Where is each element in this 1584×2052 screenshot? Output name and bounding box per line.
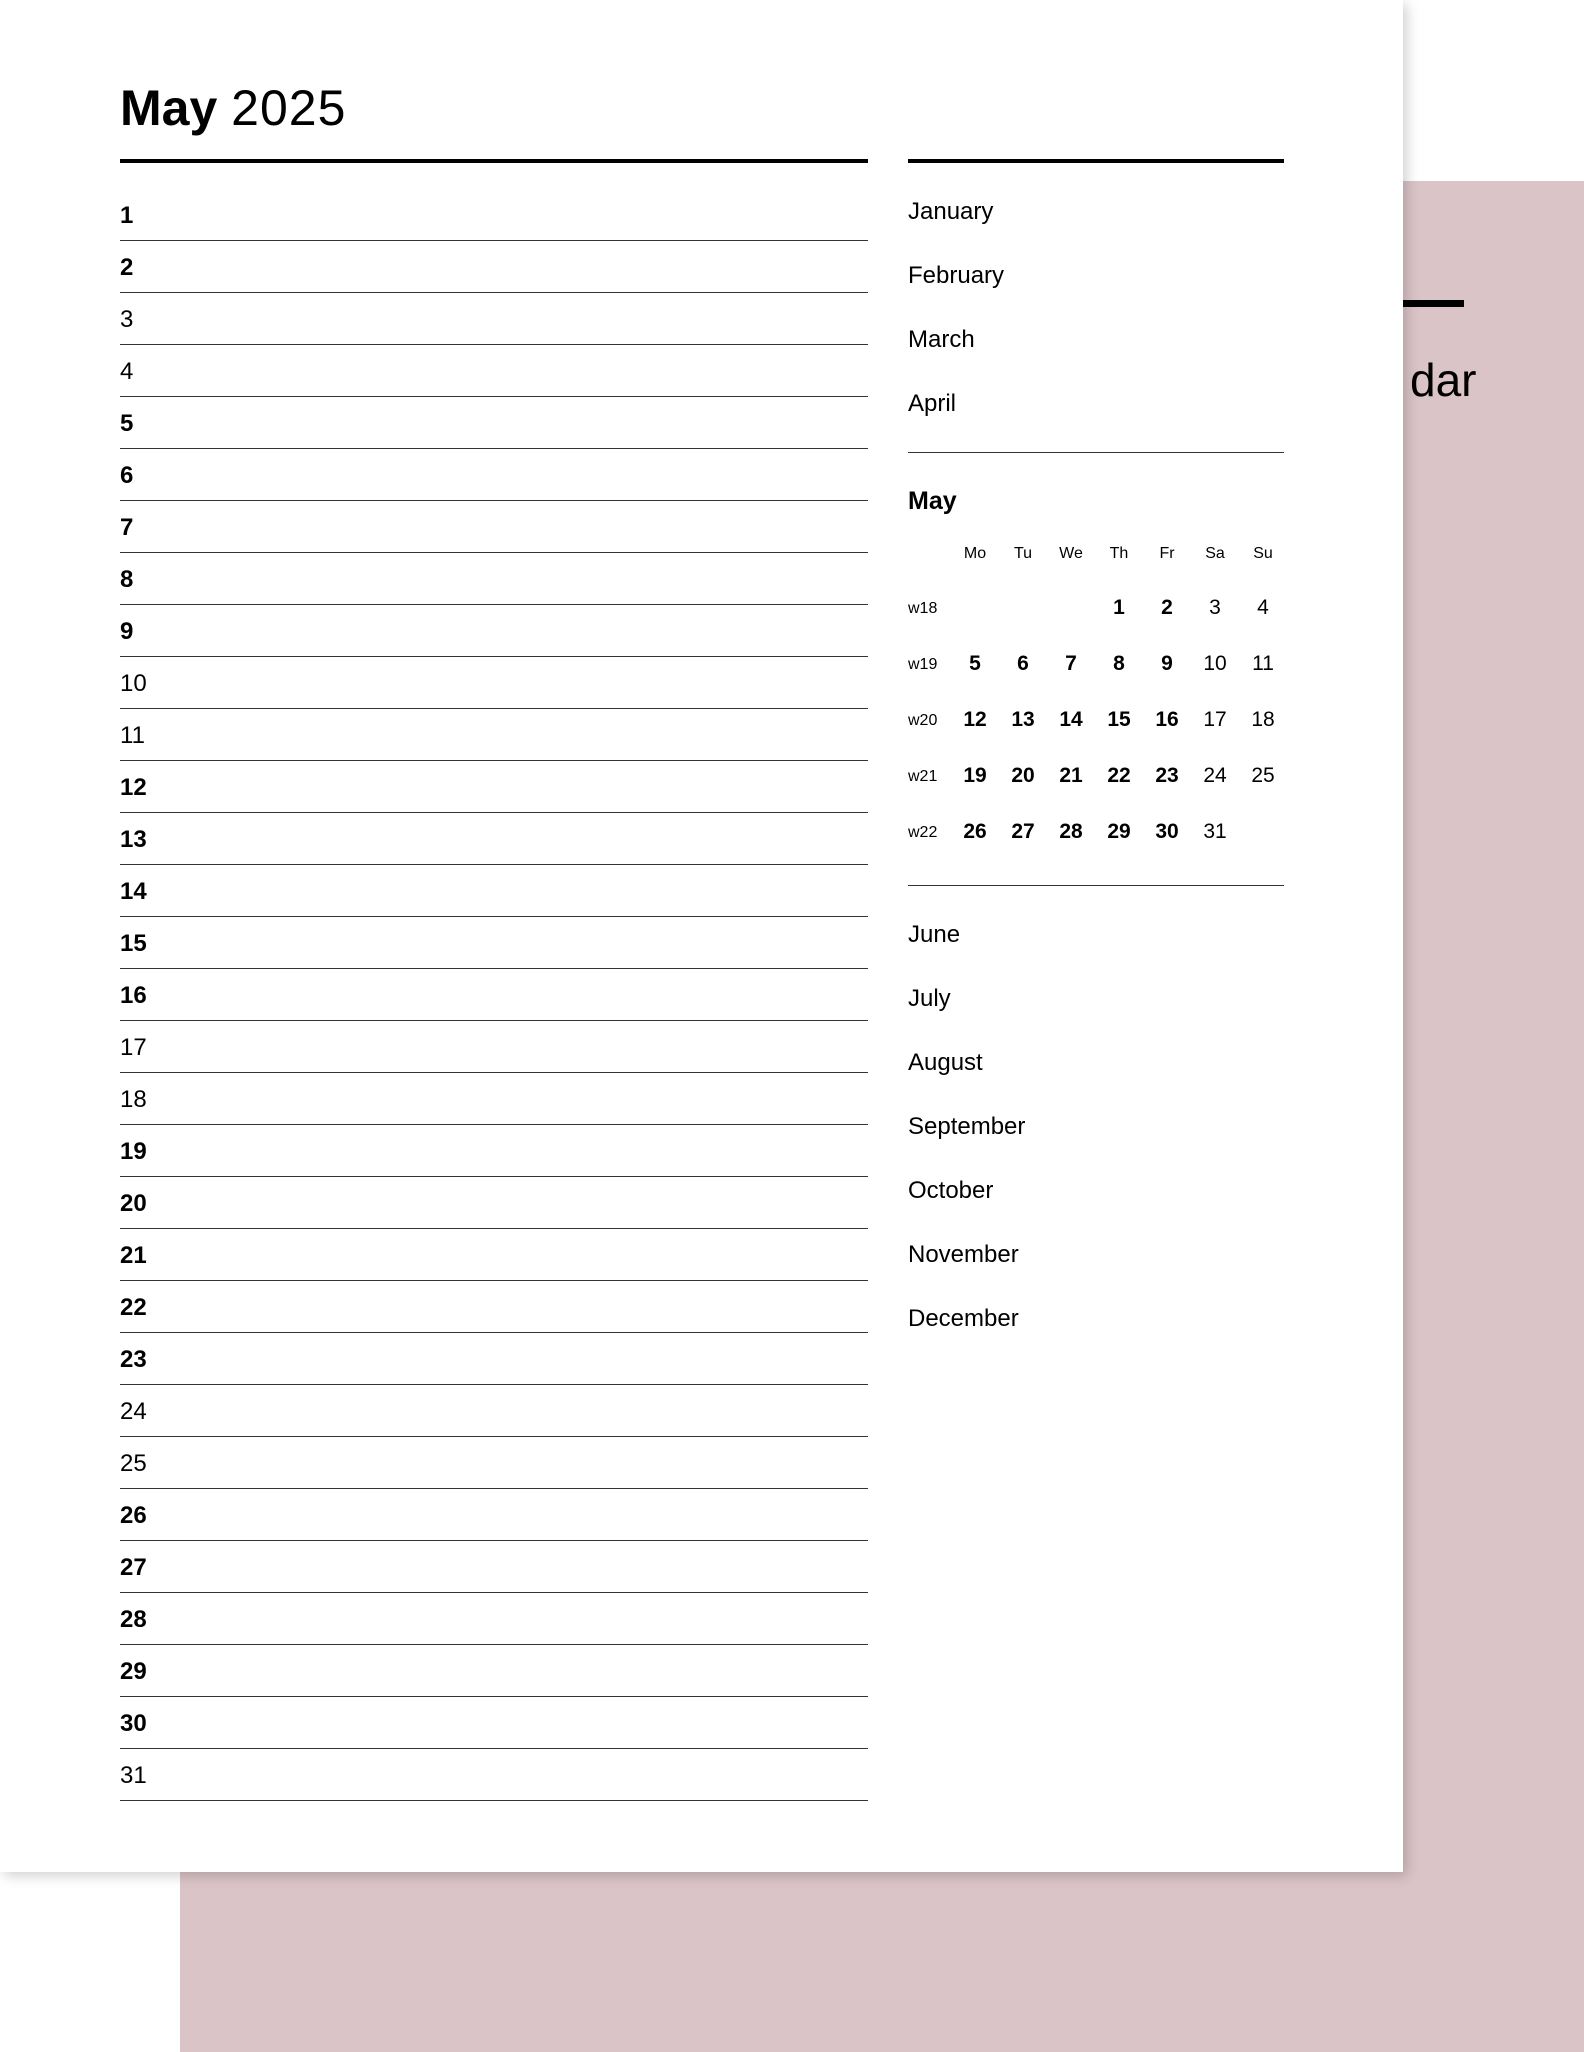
month-link[interactable]: February [908, 262, 1005, 289]
day-number: 6 [120, 462, 134, 489]
mini-calendar-day[interactable]: 17 [1203, 708, 1227, 731]
day-number: 9 [120, 618, 134, 645]
mini-calendar-day[interactable]: 27 [1011, 820, 1035, 843]
day-number: 14 [120, 878, 147, 905]
mini-calendar-day[interactable]: 19 [963, 764, 987, 787]
day-number: 15 [120, 930, 147, 957]
day-number: 24 [120, 1398, 147, 1425]
page-title [120, 78, 346, 138]
month-link[interactable]: December [908, 1305, 1019, 1332]
mini-calendar-day[interactable]: 2 [1161, 596, 1173, 619]
day-number: 8 [120, 566, 134, 593]
mini-calendar-day[interactable]: 5 [969, 652, 981, 675]
divider [908, 885, 1284, 886]
weekday-header: We [1059, 545, 1083, 562]
day-row[interactable] [120, 1073, 868, 1125]
sidebar-divider [908, 159, 1284, 163]
day-row[interactable] [120, 345, 868, 397]
mini-calendar-day[interactable]: 29 [1107, 820, 1131, 843]
day-row[interactable] [120, 1229, 868, 1281]
day-number: 3 [120, 306, 134, 333]
day-row[interactable] [120, 1697, 868, 1749]
day-row[interactable] [120, 969, 868, 1021]
day-row[interactable] [120, 1281, 868, 1333]
day-number: 23 [120, 1346, 147, 1373]
day-row[interactable] [120, 553, 868, 605]
day-number: 4 [120, 358, 134, 385]
month-link[interactable]: November [908, 1241, 1019, 1268]
day-number: 21 [120, 1242, 147, 1269]
day-row[interactable] [120, 709, 868, 761]
day-row[interactable] [120, 1593, 868, 1645]
background-title: dar [1410, 354, 1477, 406]
mini-calendar-day[interactable]: 16 [1155, 708, 1179, 731]
day-row[interactable] [120, 501, 868, 553]
day-row[interactable] [120, 1177, 868, 1229]
month-link[interactable]: January [908, 198, 994, 225]
mini-calendar-day[interactable]: 1 [1113, 596, 1125, 619]
mini-calendar-day[interactable]: 23 [1155, 764, 1179, 787]
month-link[interactable]: August [908, 1049, 983, 1076]
day-number: 7 [120, 514, 134, 541]
day-row[interactable] [120, 1541, 868, 1593]
weekday-header: Su [1253, 545, 1273, 562]
day-row[interactable] [120, 1749, 868, 1801]
divider [908, 452, 1284, 453]
day-row[interactable] [120, 605, 868, 657]
mini-calendar-day[interactable]: 25 [1251, 764, 1275, 787]
day-number: 11 [120, 722, 145, 749]
mini-calendar-day[interactable]: 8 [1113, 652, 1125, 675]
month-link[interactable]: September [908, 1113, 1026, 1140]
day-number: 19 [120, 1138, 147, 1165]
day-row[interactable] [120, 1489, 868, 1541]
month-link[interactable]: October [908, 1177, 994, 1204]
day-number: 12 [120, 774, 147, 801]
weekday-header: Fr [1159, 545, 1175, 562]
mini-calendar-day[interactable]: 20 [1011, 764, 1035, 787]
mini-calendar-day[interactable]: 9 [1161, 652, 1173, 675]
day-number: 2 [120, 254, 134, 281]
title-month: May [120, 80, 218, 136]
mini-calendar-day[interactable]: 30 [1155, 820, 1179, 843]
mini-calendar-day[interactable]: 11 [1252, 652, 1274, 675]
month-link[interactable]: March [908, 326, 975, 353]
day-row[interactable] [120, 241, 868, 293]
mini-calendar-day[interactable]: 12 [963, 708, 987, 731]
day-row[interactable] [120, 917, 868, 969]
mini-calendar-day[interactable]: 28 [1059, 820, 1083, 843]
day-row[interactable] [120, 1333, 868, 1385]
day-number: 28 [120, 1606, 147, 1633]
week-number: w21 [908, 768, 938, 785]
day-number: 26 [120, 1502, 147, 1529]
day-row[interactable] [120, 1125, 868, 1177]
mini-calendar-day[interactable]: 4 [1257, 596, 1269, 619]
mini-calendar-day[interactable]: 6 [1017, 652, 1029, 675]
weekday-header: Th [1109, 545, 1129, 562]
mini-calendar-day[interactable]: 24 [1203, 764, 1227, 787]
day-number: 13 [120, 826, 147, 853]
mini-calendar-day[interactable]: 26 [963, 820, 987, 843]
day-number: 29 [120, 1658, 147, 1685]
day-row[interactable] [120, 1645, 868, 1697]
day-row[interactable] [120, 761, 868, 813]
month-link[interactable]: July [908, 985, 951, 1012]
week-number: w18 [908, 600, 938, 617]
day-number: 25 [120, 1450, 147, 1477]
weekday-header: Mo [963, 545, 987, 562]
day-number: 10 [120, 670, 147, 697]
week-number: w20 [908, 712, 938, 729]
title-year: 2025 [231, 80, 347, 136]
day-row[interactable] [120, 657, 868, 709]
day-row[interactable] [120, 397, 868, 449]
day-number: 17 [120, 1034, 147, 1061]
day-row[interactable] [120, 1021, 868, 1073]
mini-calendar-day[interactable]: 21 [1059, 764, 1083, 787]
mini-calendar-day[interactable]: 31 [1203, 820, 1227, 843]
mini-calendar-title: May [908, 487, 957, 515]
day-row[interactable] [120, 163, 868, 241]
day-number: 22 [120, 1294, 147, 1321]
day-number: 27 [120, 1554, 147, 1581]
day-number: 1 [120, 202, 134, 229]
day-number: 20 [120, 1190, 147, 1217]
month-link[interactable]: April [908, 390, 957, 417]
day-row[interactable] [120, 293, 868, 345]
day-row[interactable] [120, 865, 868, 917]
mini-calendar-day[interactable]: 15 [1107, 708, 1131, 731]
day-number: 16 [120, 982, 147, 1009]
day-list [120, 163, 868, 1801]
mini-calendar-day[interactable]: 13 [1011, 708, 1035, 731]
day-row[interactable] [120, 1437, 868, 1489]
day-number: 31 [120, 1762, 147, 1789]
mini-calendar-day[interactable]: 7 [1065, 652, 1077, 675]
mini-calendar-day[interactable]: 18 [1251, 708, 1275, 731]
day-row[interactable] [120, 449, 868, 501]
day-number: 30 [120, 1710, 147, 1737]
mini-calendar-day[interactable]: 3 [1209, 596, 1221, 619]
mini-calendar-day[interactable]: 14 [1059, 708, 1083, 731]
week-number: w22 [908, 824, 938, 841]
day-number: 18 [120, 1086, 147, 1113]
mini-calendar-day[interactable]: 10 [1203, 652, 1227, 675]
day-row[interactable] [120, 813, 868, 865]
month-link[interactable]: June [908, 921, 961, 948]
weekday-header: Tu [1013, 545, 1033, 562]
mini-calendar-day[interactable]: 22 [1107, 764, 1131, 787]
weekday-header: Sa [1205, 545, 1225, 562]
day-number: 5 [120, 410, 134, 437]
day-row[interactable] [120, 1385, 868, 1437]
week-number: w19 [908, 656, 938, 673]
